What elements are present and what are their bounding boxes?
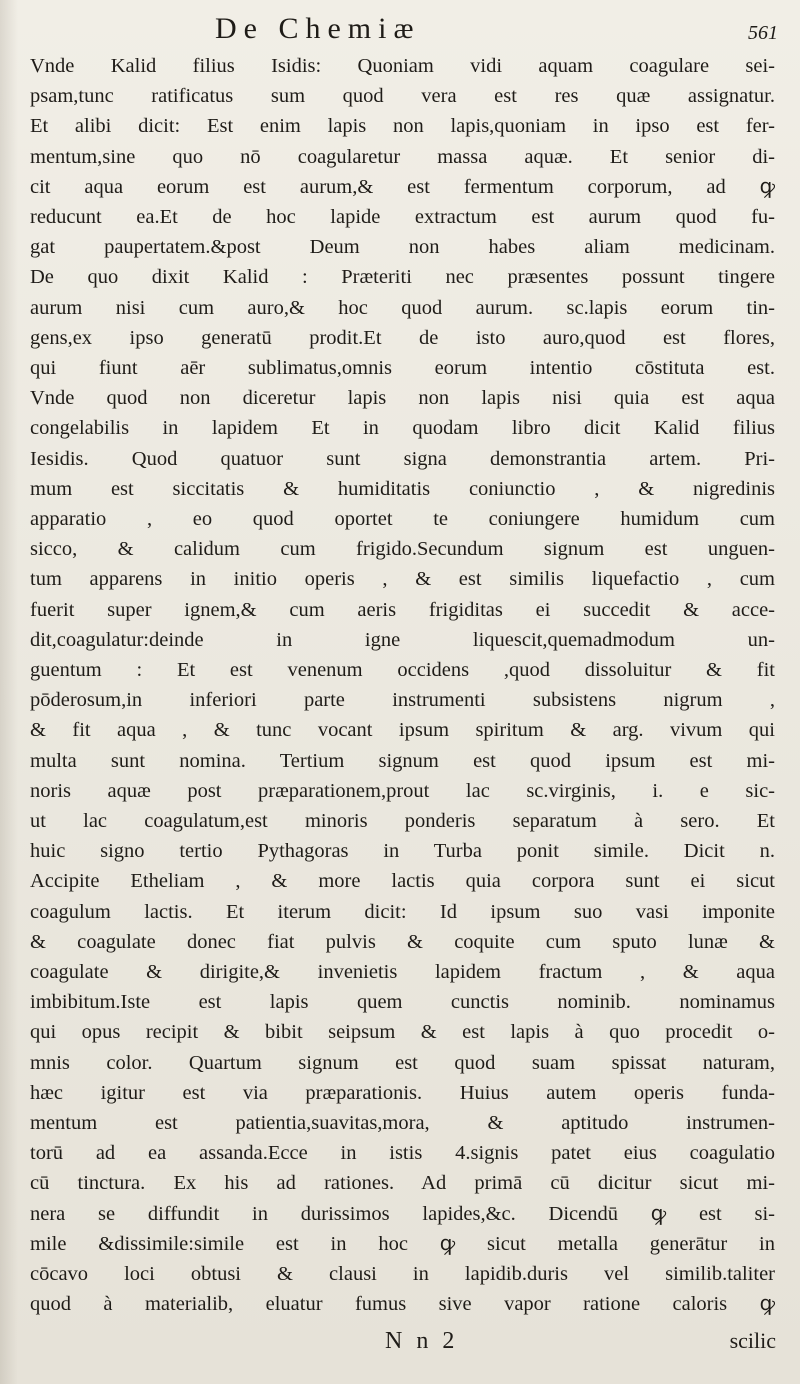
page-edge-shadow bbox=[0, 0, 18, 1384]
text-line: aurum nisi cum auro,& hoc quod aurum. sc.lapis eorum tin- bbox=[30, 296, 775, 319]
text-line: psam,tunc ratificatus sum quod vera est res quæ assignatur. bbox=[30, 85, 775, 108]
signature-mark: N n 2 bbox=[385, 1328, 459, 1354]
page-header bbox=[0, 10, 800, 56]
text-line: mentum est patientia,suavitas,mora, & aptitudo instrumen- bbox=[30, 1112, 775, 1134]
page-footer bbox=[0, 1328, 800, 1360]
text-line: coagulate & dirigite,& invenietis lapidem fractum , & aqua bbox=[30, 961, 775, 983]
text-line: fuerit super ignem,& cum aeris frigiditas ei succedit & acce- bbox=[30, 598, 775, 621]
text-line: cū tinctura. Ex his ad rationes. Ad primā cū dicitur sicut mi- bbox=[30, 1172, 775, 1195]
text-line: mnis color. Quartum signum est quod suam spissat naturam, bbox=[30, 1051, 775, 1074]
text-line: dit,coagulatur:deinde in igne liquescit,quemadmodum un- bbox=[30, 628, 775, 651]
text-line: gens,ex ipso generatū prodit.Et de isto auro,quod est flores, bbox=[30, 326, 775, 349]
text-line: & coagulate donec fiat pulvis & coquite cum sputo lunæ & bbox=[30, 930, 775, 953]
text-line: cit aqua eorum est aurum,& est fermentum corporum, ad ꝙ bbox=[30, 175, 775, 198]
text-line: mile &dissimile:simile est in hoc ꝙ sicut metalla generātur in bbox=[30, 1232, 775, 1255]
text-line: Et alibi dicit: Est enim lapis non lapis,quoniam in ipso est fer- bbox=[30, 115, 775, 138]
text-line: imbibitum.Iste est lapis quem cunctis nominib. nominamus bbox=[30, 991, 775, 1014]
text-line: nera se diffundit in durissimos lapides,&c. Dicendū ꝙ est si- bbox=[30, 1202, 775, 1225]
text-line: mum est siccitatis & humiditatis coniunctio , & nigredinis bbox=[30, 477, 775, 500]
text-line: noris aquæ post præparationem,prout lac sc.virginis, i. e sic- bbox=[30, 779, 775, 802]
running-head: De Chemiæ bbox=[215, 12, 421, 45]
text-line: qui fiunt aēr sublimatus,omnis eorum intentio cōstituta est. bbox=[30, 357, 775, 379]
text-line: cōcavo loci obtusi & clausi in lapidib.duris vel similib.taliter bbox=[30, 1263, 775, 1285]
text-line: reducunt ea.Et de hoc lapide extractum est aurum quod fu- bbox=[30, 206, 775, 228]
text-line: Vnde quod non diceretur lapis non lapis nisi quia est aqua bbox=[30, 387, 775, 410]
text-line: coagulum lactis. Et iterum dicit: Id ipsum suo vasi imponite bbox=[30, 900, 775, 923]
text-line: sicco, & calidum cum frigido.Secundum signum est unguen- bbox=[30, 538, 775, 561]
text-line: qui opus recipit & bibit seipsum & est lapis à quo procedit o- bbox=[30, 1021, 775, 1044]
text-line: multa sunt nomina. Tertium signum est quod ipsum est mi- bbox=[30, 749, 775, 772]
text-line: & fit aqua , & tunc vocant ipsum spiritum & arg. vivum qui bbox=[30, 719, 775, 742]
text-line: huic signo tertio Pythagoras in Turba ponit simile. Dicit n. bbox=[30, 840, 775, 863]
catchword: scilic bbox=[729, 1328, 776, 1353]
text-line: quod à materialib, eluatur fumus sive vapor ratione caloris ꝙ bbox=[30, 1293, 775, 1316]
text-line: De quo dixit Kalid : Præteriti nec præsentes possunt tingere bbox=[30, 266, 775, 289]
text-line: tum apparens in initio operis , & est similis liquefactio , cum bbox=[30, 568, 775, 591]
text-line: mentum,sine quo nō coagularetur massa aquæ. Et senior di- bbox=[30, 145, 775, 168]
text-line: congelabilis in lapidem Et in quodam libro dicit Kalid filius bbox=[30, 417, 775, 440]
text-line: guentum : Et est venenum occidens ,quod dissoluitur & fit bbox=[30, 659, 775, 681]
text-line: torū ad ea assanda.Ecce in istis 4.signis patet eius coagulatio bbox=[30, 1142, 775, 1165]
text-line: Iesidis. Quod quatuor sunt signa demonstrantia artem. Pri- bbox=[30, 447, 775, 470]
text-line: hæc igitur est via præparationis. Huius autem operis funda- bbox=[30, 1081, 775, 1104]
text-line: Vnde Kalid filius Isidis: Quoniam vidi aquam coagulare sei- bbox=[30, 55, 775, 77]
text-line: ut lac coagulatum,est minoris ponderis separatum à sero. Et bbox=[30, 810, 775, 832]
text-line: apparatio , eo quod oportet te coniungere humidum cum bbox=[30, 508, 775, 530]
text-line: pōderosum,in inferiori parte instrumenti subsistens nigrum , bbox=[30, 689, 775, 712]
text-line: Accipite Etheliam , & more lactis quia corpora sunt ei sicut bbox=[30, 870, 775, 893]
page-number: 561 bbox=[748, 22, 778, 44]
text-line: gat paupertatem.&post Deum non habes aliam medicinam. bbox=[30, 236, 775, 259]
